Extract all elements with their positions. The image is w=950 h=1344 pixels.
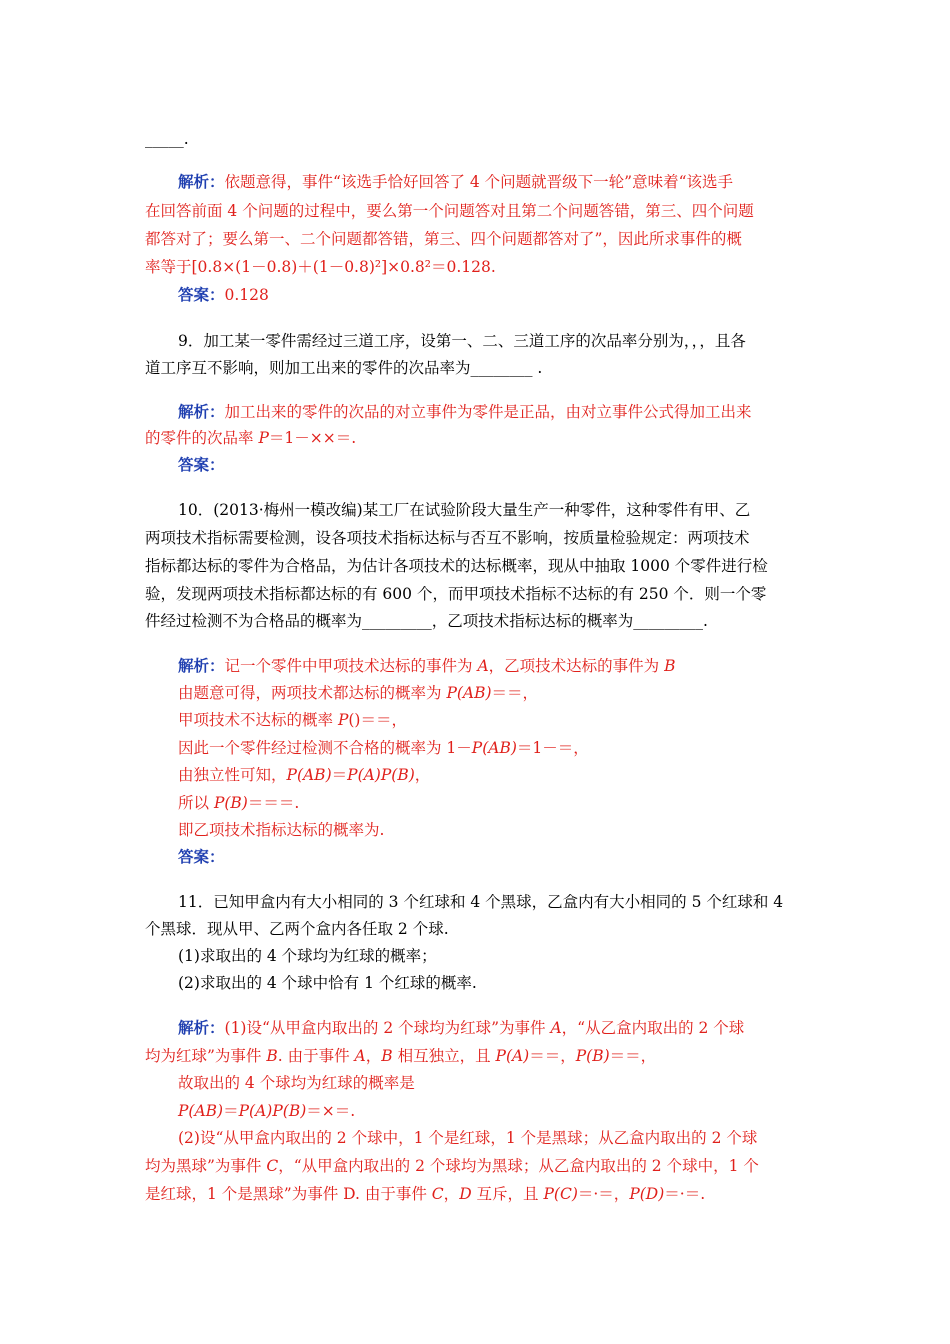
text-run: ＝·＝. [664,1185,706,1203]
text-run: (1)求取出的 4 个球均为红球的概率； [178,947,437,965]
text-line [178,793,299,813]
text-run: P(AB) [446,684,492,702]
text-line [145,556,768,576]
text-run: P(C) [543,1185,578,1203]
text-run: 都答对了；要么第一、二个问题都答错，第三、四个问题都答对了”，因此所求事件的概 [145,230,742,248]
text-run: 甲项技术不达标的概率 [178,711,338,729]
text-run: B [664,657,676,675]
text-run: 是红球，1 个是黑球”为事件 D. 由于事件 [145,1185,432,1203]
text-run: 均为红球”为事件 [145,1047,267,1065]
text-run: A [354,1047,366,1065]
text-run: P(A) [495,1047,530,1065]
text-run: ， [443,1185,460,1203]
text-run: 0.128 [224,286,269,304]
text-run: ， [365,1047,382,1065]
text-run: 9．加工某一零件需经过三道工序，设第一、二、三道工序的次品率分别为，，，且各 [178,332,746,350]
text-run: 均为黑球”为事件 [145,1157,267,1175]
text-run: 故取出的 4 个球均为红球的概率是 [178,1074,415,1092]
text-line [178,765,430,785]
text-run: 所以 [178,794,214,812]
text-run: ＝1－＝， [516,739,589,757]
text-run: P [258,429,269,447]
text-run: 相互独立，且 [392,1047,496,1065]
label-text: 解析： [178,402,225,421]
text-line [145,358,542,378]
text-run: 依题意得，事件“该选手恰好回答了 4 个问题就晋级下一轮”意味着“该选手 [224,173,734,191]
text-run: . 由于事件 [277,1047,355,1065]
text-run: _____. [145,130,189,148]
text-run: ＝＝， [609,1047,657,1065]
text-run: 率等于[0.8×(1－0.8)＋(1－0.8)²]×0.8²＝0.128. [145,258,496,276]
text-run: ＝＝， [491,684,539,702]
text-run: P [337,711,349,729]
text-run: ＝1－××＝. [268,429,357,447]
text-line [145,257,496,277]
text-line [145,584,766,604]
text-run: 因此一个零件经过检测不合格的概率为 1－ [178,739,472,757]
text-run: 由独立性可知， [178,766,287,784]
text-line [178,285,269,305]
text-line [145,919,449,939]
text-line [178,500,750,520]
text-line [145,1184,705,1204]
text-run: 指标都达标的零件为合格品，为估计各项技术的达标概率，现从中抽取 1000 个零件进行检 [145,557,768,575]
text-run: 的零件的次品率 [145,429,259,447]
text-line [178,455,225,475]
text-run: A [550,1019,562,1037]
text-line [178,1018,744,1038]
label-text: 答案： [178,285,225,304]
text-run: 件经过检测不为合格品的概率为_________，乙项技术指标达标的概率为_________. [145,612,708,630]
text-run: (2)设“从甲盒内取出的 2 个球中，1 个是红球，1 个是黑球；从乙盒内取出的 2 个球 [178,1129,758,1147]
text-line [145,201,754,221]
text-run: ＝＝， [529,1047,576,1065]
text-line [178,1101,355,1121]
label-text: 答案： [178,847,225,866]
text-run: 验，发现两项技术指标都达标的有 600 个，而甲项技术指标不达标的有 250 个．则一个零 [145,585,767,603]
text-run: P(AB) [286,766,332,784]
text-line [145,1046,656,1066]
text-run: C [431,1185,444,1203]
text-run: ＝＝＝. [247,794,300,812]
text-run: 即乙项技术指标达标的概率为. [178,821,385,839]
text-line [178,946,437,966]
text-run: 道工序互不影响，则加工出来的零件的次品率为________ . [145,359,543,377]
text-line [178,683,538,703]
text-run: 加工出来的零件的次品的对立事件为零件是正品，由对立事件公式得加工出来 [224,403,752,421]
text-run: ， [414,766,431,784]
text-run: P(D) [629,1185,665,1203]
text-line [178,892,783,912]
text-run: 互斥，且 [471,1185,544,1203]
text-line [178,820,384,840]
label-text: 答案： [178,455,225,474]
text-line [145,428,356,448]
text-run: 个黑球．现从甲、乙两个盒内各任取 2 个球. [145,920,449,938]
text-run: P(AB) [471,739,517,757]
text-line [178,331,746,351]
text-run: 11．已知甲盒内有大小相同的 3 个红球和 4 个黑球，乙盒内有大小相同的 5 个红球和 4 [178,893,784,911]
text-run: 记一个零件中甲项技术达标的事件为 [224,657,478,675]
text-line [178,738,589,758]
text-run: P(A)P(B) [238,1102,307,1120]
text-run: ，乙项技术达标的事件为 [488,657,665,675]
text-line [145,1156,759,1176]
text-line [145,229,742,249]
text-run: (1)设“从甲盒内取出的 2 个球均为红球”为事件 [224,1019,551,1037]
text-run: ，“从甲盒内取出的 2 个球均为黑球；从乙盒内取出的 2 个球中，1 个 [278,1157,759,1175]
text-run: ()＝＝， [348,711,407,729]
text-run: 由题意可得，两项技术都达标的概率为 [178,684,447,702]
text-run: B [266,1047,278,1065]
text-line [178,1128,757,1148]
text-run: B [381,1047,393,1065]
text-line [178,973,477,993]
text-line [178,402,752,422]
text-run: P(B) [213,794,248,812]
text-line [145,611,708,631]
text-line [178,656,675,676]
text-run: ＝ [223,1102,239,1120]
text-line [178,710,407,730]
text-run: 两项技术指标需要检测，设各项技术指标达标与否互不影响，按质量检验规定：两项技术 [145,529,750,547]
text-run: ＝×＝. [306,1102,356,1120]
text-line [178,847,225,867]
label-text: 解析： [178,1018,225,1037]
text-run: C [266,1157,279,1175]
text-run: 在回答前面 4 个问题的过程中，要么第一个问题答对且第二个问题答错，第三、四个问题 [145,202,754,220]
text-run: ＝ [331,766,348,784]
label-text: 解析： [178,172,225,191]
text-run: P(B) [575,1047,610,1065]
text-run: ，“从乙盒内取出的 2 个球 [561,1019,745,1037]
text-line [145,528,750,548]
text-run: P(AB) [178,1102,224,1120]
text-run: P(A)P(B) [347,766,415,784]
text-line [145,129,189,149]
text-run: (2)求取出的 4 个球中恰有 1 个红球的概率. [178,974,477,992]
text-run: D [459,1185,472,1203]
text-line [178,1073,415,1093]
text-line [178,172,733,192]
text-run: ＝·＝， [577,1185,630,1203]
text-run: A [477,657,489,675]
label-text: 解析： [178,656,225,675]
text-run: 10．(2013·梅州一模改编)某工厂在试验阶段大量生产一种零件，这种零件有甲、乙 [178,501,751,519]
